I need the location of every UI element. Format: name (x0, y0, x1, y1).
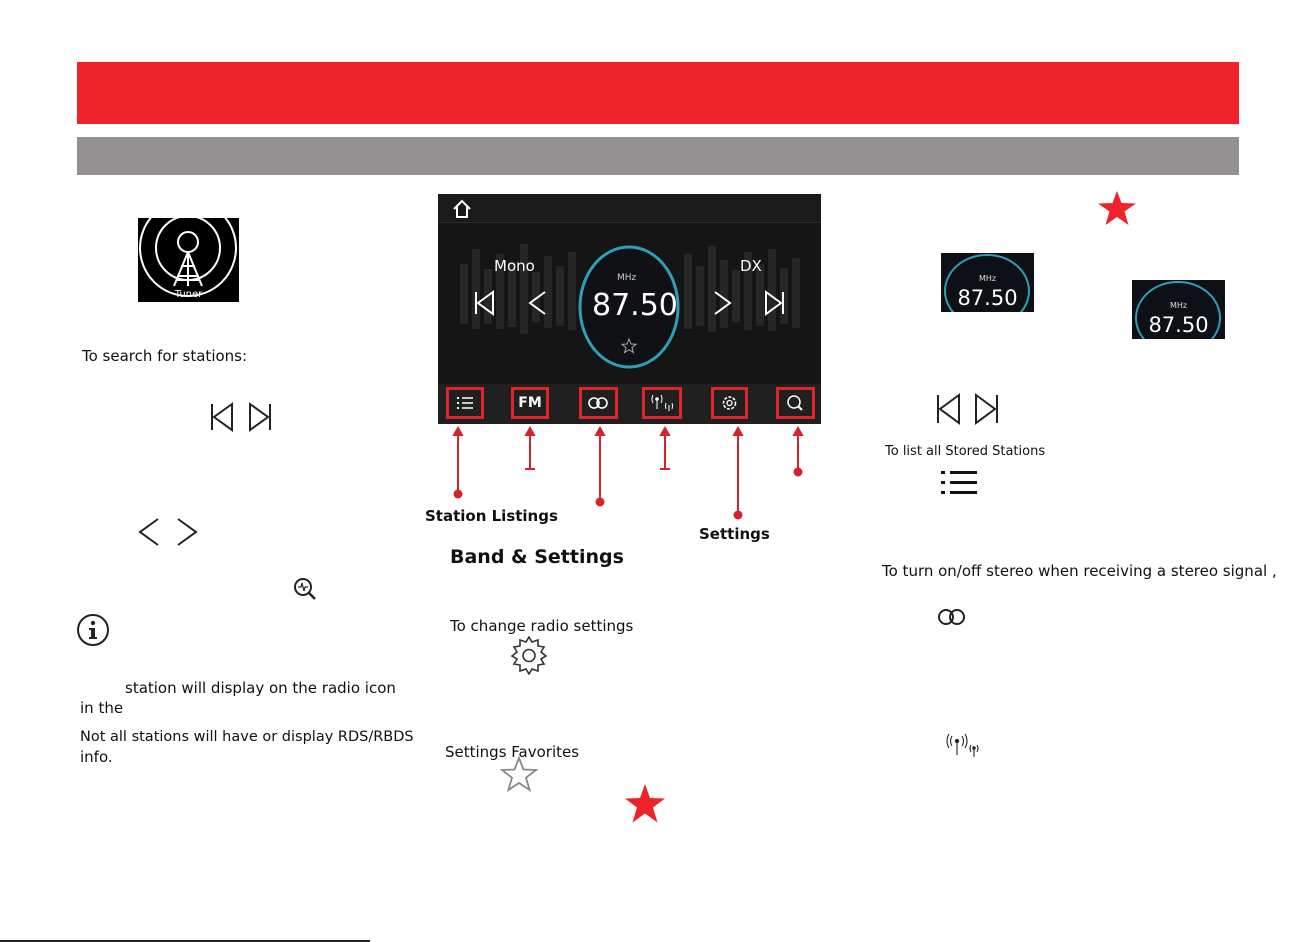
screen-top-bar (438, 194, 821, 223)
star-outline-icon[interactable] (621, 338, 637, 354)
chevron-icons (136, 517, 202, 547)
stereo-button[interactable] (579, 387, 618, 419)
rds-note-line2: info. (80, 748, 113, 766)
mono-label[interactable]: Mono (494, 257, 535, 275)
prev-track-icon (212, 404, 232, 430)
band-fm-label: FM (518, 395, 542, 411)
prev-next-track-icons (935, 393, 1001, 425)
thumb2-mhz: MHz (1169, 301, 1188, 310)
search-heading: To search for stations: (82, 347, 248, 365)
antenna-dx-icon (945, 733, 985, 759)
settings-favorites-text: Settings Favorites (445, 743, 580, 761)
section-grey-band (77, 137, 1239, 175)
callout-pointers (440, 425, 820, 520)
change-settings-text: To change radio settings (450, 617, 634, 635)
nav-arrows (438, 289, 821, 329)
chevron-left-icon[interactable] (530, 292, 545, 314)
chevron-left-icon (140, 519, 158, 545)
settings-button[interactable] (711, 387, 748, 419)
frequency-display: 87.50 (592, 288, 678, 323)
stereo-icon (935, 606, 969, 628)
gear-icon (509, 635, 549, 675)
thumb2-frequency: 87.50 (1148, 313, 1209, 337)
prev-track-icon (938, 395, 959, 423)
dx-label[interactable]: DX (740, 257, 762, 275)
chevron-right-icon (178, 519, 196, 545)
tuner-app-icon[interactable] (138, 218, 239, 302)
next-track-icon[interactable] (766, 292, 783, 314)
chevron-right-icon[interactable] (715, 292, 730, 314)
seek-search-icon (779, 390, 812, 416)
list-icon (449, 390, 481, 416)
station-display-text: station will display on the radio icon (125, 679, 396, 697)
antenna-dx-icon (645, 390, 679, 416)
star-outline-icon (500, 756, 538, 794)
frequency-thumbnail-1 (941, 253, 1034, 312)
band-settings-heading: Band & Settings (450, 546, 624, 568)
star-filled-icon (624, 783, 666, 825)
header-red-band (77, 62, 1239, 124)
gear-icon (714, 390, 745, 416)
stereo-toggle-text: To turn on/off stereo when receiving a stereo signal , (882, 562, 1277, 580)
info-icon (76, 613, 110, 647)
seek-search-button[interactable] (776, 387, 815, 419)
callout-settings: Settings (699, 525, 770, 543)
screen-bottom-bar (438, 384, 821, 424)
list-icon (938, 467, 980, 499)
stereo-icon (582, 390, 615, 416)
home-icon[interactable] (451, 198, 473, 220)
in-the-text: in the (80, 699, 124, 717)
station-list-button[interactable] (446, 387, 484, 419)
callout-station-listings: Station Listings (425, 507, 558, 525)
thumb1-frequency: 87.50 (957, 286, 1018, 310)
mhz-label: MHz (617, 273, 637, 283)
frequency-thumbnail-2 (1132, 280, 1225, 339)
next-track-icon (250, 404, 270, 430)
prev-track-icon[interactable] (476, 292, 493, 314)
thumb1-mhz: MHz (978, 274, 997, 283)
star-filled-icon (1096, 190, 1138, 226)
radio-screen (438, 194, 821, 424)
tuner-label: Tuner (174, 289, 203, 300)
seek-search-icon (293, 577, 317, 601)
prev-next-track-icons (208, 402, 274, 432)
dx-antenna-button[interactable] (642, 387, 682, 419)
list-stored-text: To list all Stored Stations (885, 444, 1046, 459)
band-fm-button[interactable] (511, 387, 549, 419)
rds-note-line1: Not all stations will have or display RDS/RBDS (80, 729, 414, 745)
next-track-icon (976, 395, 997, 423)
